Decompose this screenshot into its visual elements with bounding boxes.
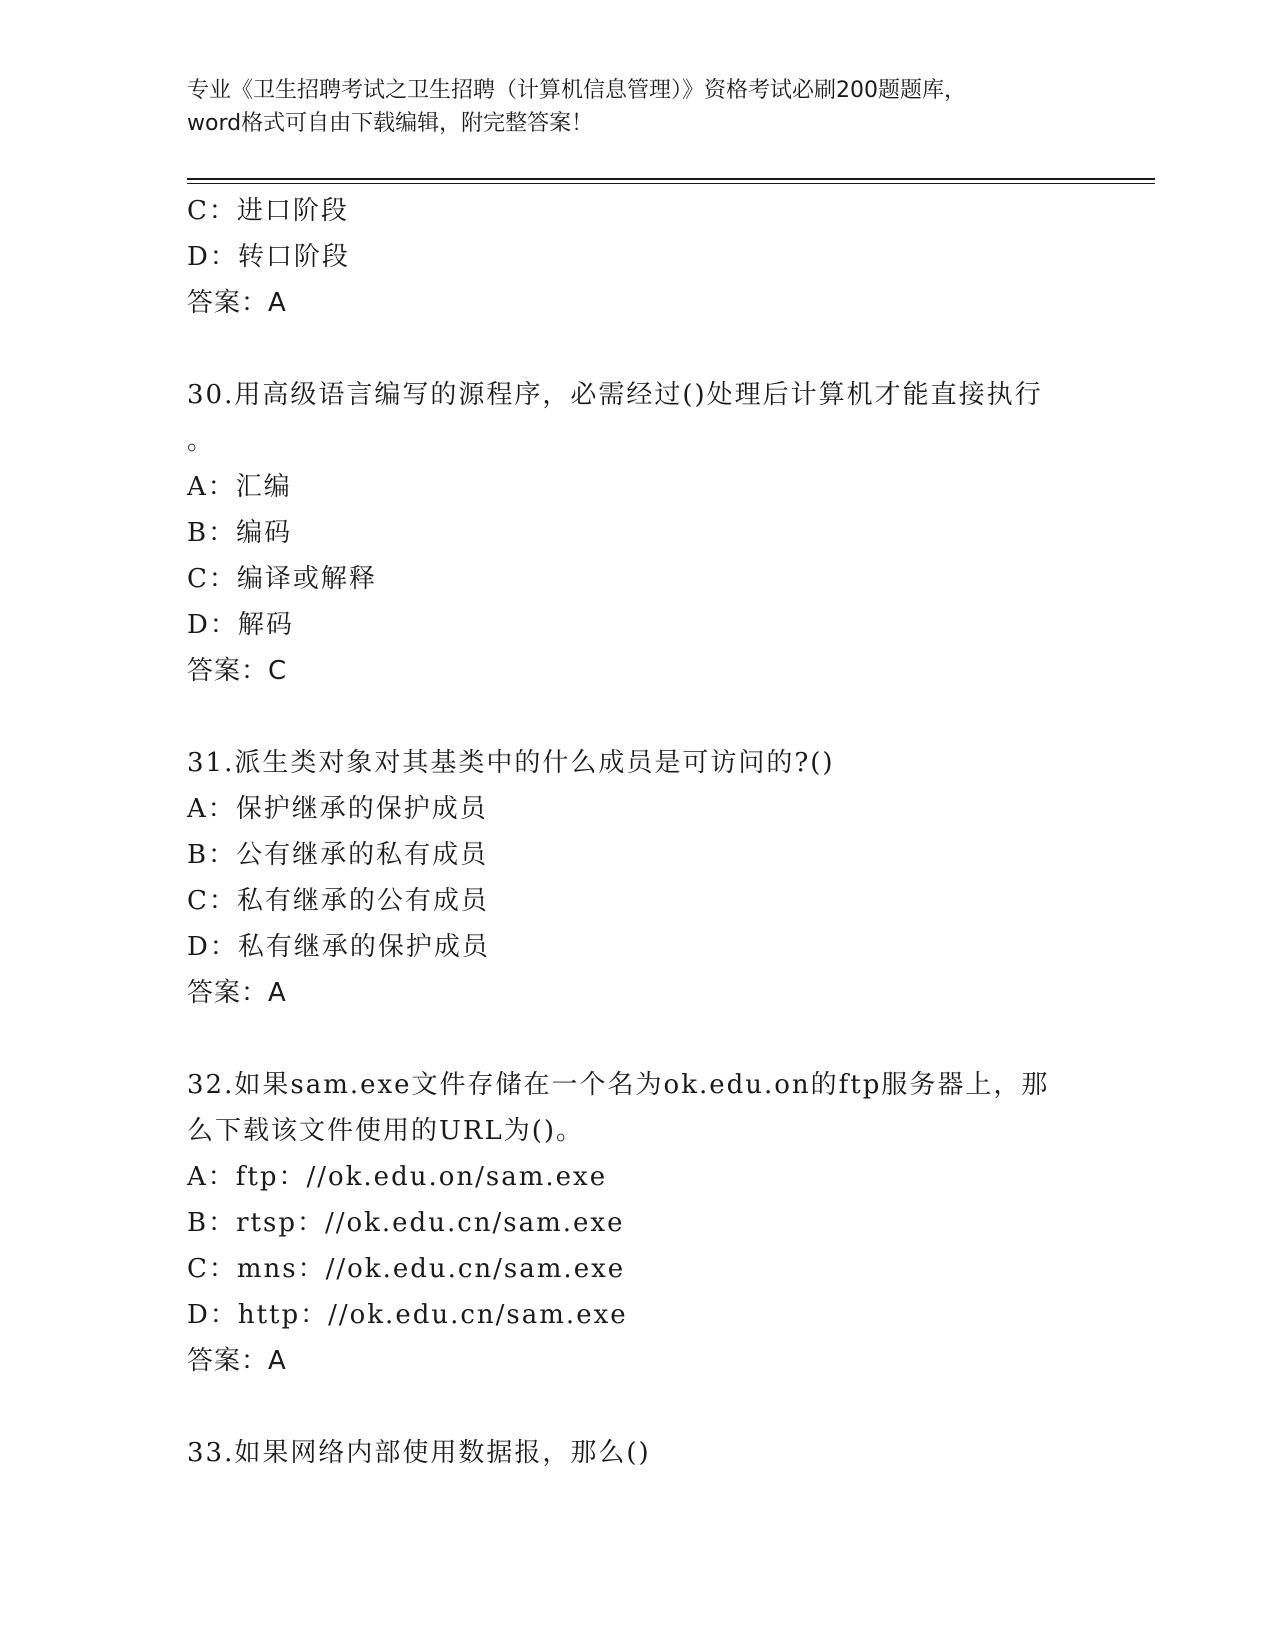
option-d: D：转口阶段 bbox=[187, 242, 350, 272]
header-divider-thin bbox=[187, 183, 1155, 184]
question-33 bbox=[187, 1430, 1087, 1476]
option-b: B：rtsp：//ok.edu.cn/sam.exe bbox=[187, 1208, 625, 1238]
question-text-line-1: 32.如果sam.exe文件存储在一个名为ok.edu.on的ftp服务器上，那 bbox=[187, 1070, 1050, 1100]
option-c: C：编译或解释 bbox=[187, 564, 377, 594]
option-a: A：ftp：//ok.edu.on/sam.exe bbox=[187, 1162, 608, 1192]
question-text-line-1: 30.用高级语言编写的源程序，必需经过()处理后计算机才能直接执行 bbox=[187, 380, 1043, 410]
answer: 答案：A bbox=[187, 288, 287, 318]
spacer bbox=[187, 1384, 1087, 1430]
answer: 答案：A bbox=[187, 978, 287, 1008]
spacer bbox=[187, 1016, 1087, 1062]
header-divider-thick bbox=[187, 178, 1155, 180]
option-d: D：解码 bbox=[187, 610, 294, 640]
question-31 bbox=[187, 740, 1087, 1016]
option-b: B：公有继承的私有成员 bbox=[187, 840, 489, 870]
answer: 答案：C bbox=[187, 656, 288, 686]
option-d: D：http：//ok.edu.cn/sam.exe bbox=[187, 1300, 628, 1330]
spacer bbox=[187, 326, 1087, 372]
header-title-line-1: 专业《卫生招聘考试之卫生招聘（计算机信息管理）》资格考试必刷200题题库， bbox=[187, 78, 966, 103]
option-c: C：mns：//ok.edu.cn/sam.exe bbox=[187, 1254, 626, 1284]
question-text: 31.派生类对象对其基类中的什么成员是可访问的?() bbox=[187, 748, 835, 778]
question-32 bbox=[187, 1062, 1087, 1384]
header-title-line-2: word格式可自由下载编辑，附完整答案！ bbox=[187, 111, 594, 136]
question-30 bbox=[187, 372, 1087, 694]
option-d: D：私有继承的保护成员 bbox=[187, 932, 490, 962]
option-a: A：保护继承的保护成员 bbox=[187, 794, 488, 824]
option-b: B：编码 bbox=[187, 518, 293, 548]
question-29 bbox=[187, 188, 1087, 326]
answer: 答案：A bbox=[187, 1346, 287, 1376]
page-header bbox=[187, 74, 1087, 140]
spacer bbox=[187, 694, 1087, 740]
option-c: C：进口阶段 bbox=[187, 196, 349, 226]
question-list bbox=[187, 188, 1087, 1476]
question-text-line-2: 么下载该文件使用的URL为()。 bbox=[187, 1116, 585, 1146]
option-a: A：汇编 bbox=[187, 472, 292, 502]
option-c: C：私有继承的公有成员 bbox=[187, 886, 489, 916]
question-text-line-2: 。 bbox=[187, 426, 216, 456]
question-text: 33.如果网络内部使用数据报，那么() bbox=[187, 1438, 651, 1468]
